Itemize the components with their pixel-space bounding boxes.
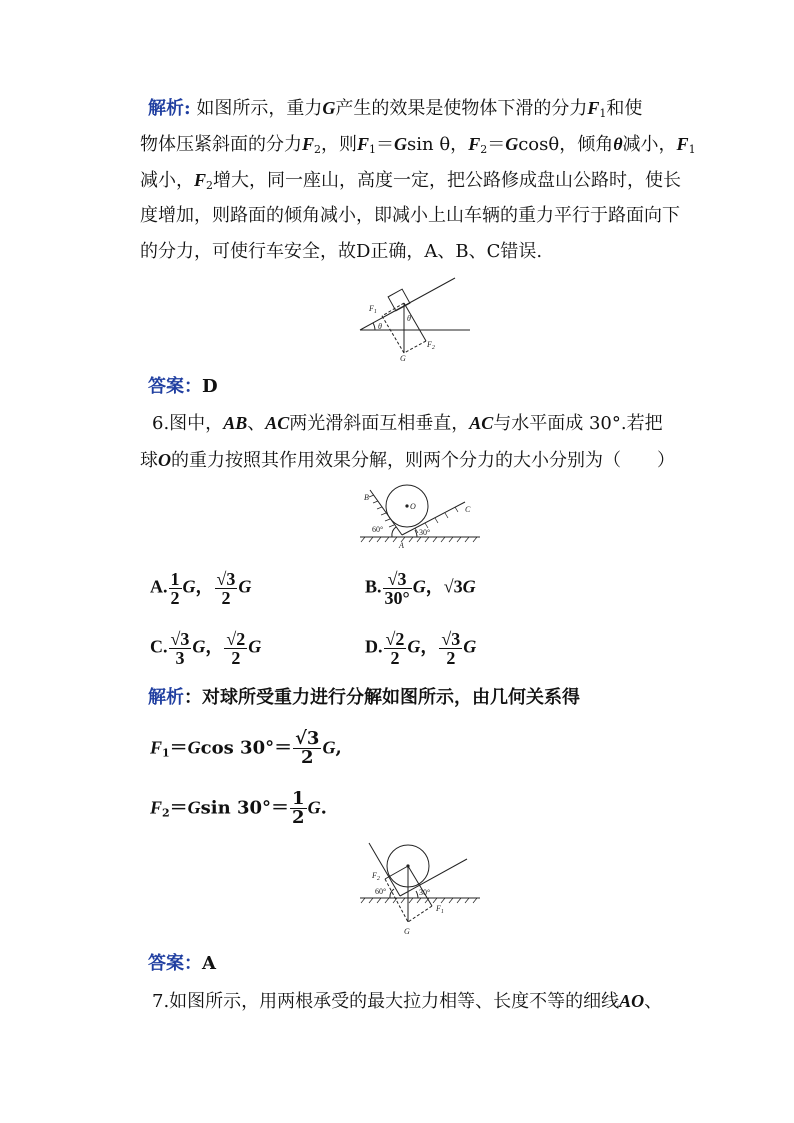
fig1-label-g: G <box>400 354 406 363</box>
q5-analysis-line-3: 减小，$F_2$增大，同一座山，高度一定，把公路修成盘山公路时，使长 <box>140 170 682 192</box>
ball-center <box>406 864 409 867</box>
fig2-label-c: C <box>465 505 471 514</box>
angle-60-arc <box>392 527 396 537</box>
fig3-label-f1: $F_1$ <box>436 904 444 915</box>
fig2-label-30: 30° <box>419 528 431 537</box>
fig2-label-60: 60° <box>372 525 384 534</box>
option-c[interactable]: C. $\frac{√3}{3}$ G， $\frac{√2}{2}$ G <box>150 629 262 668</box>
angle-30-arc <box>416 891 418 898</box>
q6-stem-line-2: 球O的重力按照其作用效果分解，则两个分力的大小分别为（ ） <box>140 450 675 471</box>
plane-ab-hatching <box>369 495 394 527</box>
q5-analysis-line-2: 物体压紧斜面的分力$F_2$，则$F_1=Gsin$ θ，$F_2=Gcos\theta$，倾角θ减小，$F_1$ <box>140 134 696 156</box>
dashed-f1-g <box>408 906 432 922</box>
fig3-label-60: 60° <box>375 887 387 896</box>
option-a[interactable]: A. $\frac{1}{2}$ G， $\frac{√3}{2}$ G <box>150 569 252 608</box>
fig3-label-g: G <box>404 927 410 936</box>
dashed-f1-g <box>382 316 404 353</box>
q6-stem-line-1: 6.图中，AB、AC两光滑斜面互相垂直，AC与水平面成 30°.若把 <box>152 413 663 434</box>
fig1-label-f2: $F_2$ <box>427 340 435 351</box>
angle-arc <box>373 323 375 330</box>
q6-equation-2: $F_2=Gsin$ 30°＝ $\frac{1}{2}$ G. <box>150 788 327 828</box>
fig2-label-o: O <box>410 502 416 511</box>
fig3-label-30: 30° <box>419 888 431 897</box>
incline-force-diagram <box>355 275 475 367</box>
ball-center <box>405 504 408 507</box>
fig1-label-theta: θ <box>378 322 382 331</box>
q5-answer: 答案：D <box>148 376 218 397</box>
ball-force-decomposition-diagram <box>355 840 485 940</box>
dashed-f2-g <box>404 341 426 353</box>
fig1-label-theta-2: θ <box>407 314 411 323</box>
ground-hatching <box>361 898 477 903</box>
plane-ac <box>400 859 467 896</box>
dashed-f2-g <box>385 879 408 922</box>
fig2-label-b: B <box>364 493 369 502</box>
q6-equation-1: $F_1=Gcos$ 30°＝ $\frac{√3}{2}$ G, <box>150 728 342 768</box>
ground-hatching <box>361 537 477 542</box>
ball-between-planes-diagram <box>355 482 485 552</box>
q6-analysis-line-1: 解析：对球所受重力进行分解如图所示，由几何关系得 <box>148 687 580 708</box>
option-b[interactable]: B. $\frac{√3}{30^\circ}$ G，√3G <box>365 569 476 608</box>
q5-analysis-line-5: 的分力，可使行车安全，故D正确，A、B、C错误. <box>140 241 543 262</box>
option-d[interactable]: D. $\frac{√2}{2}$ G， $\frac{√3}{2}$ G <box>365 629 477 668</box>
q5-analysis-line-4: 度增加，则路面的倾角减小，即减小上山车辆的重力平行于路面向下 <box>140 205 680 226</box>
q5-analysis-line-1: 解析: 如图所示，重力G产生的效果是使物体下滑的分力$F_1$和使 <box>148 98 643 120</box>
fig3-label-f2: $F_2$ <box>372 871 380 882</box>
fig1-label-f1: $F_1$ <box>369 304 377 315</box>
fig2-label-a: A <box>399 541 404 550</box>
q7-stem-line-1: 7.如图所示，用两根承受的最大拉力相等、长度不等的细线AO、 <box>152 991 663 1012</box>
q6-answer: 答案：A <box>148 953 216 974</box>
